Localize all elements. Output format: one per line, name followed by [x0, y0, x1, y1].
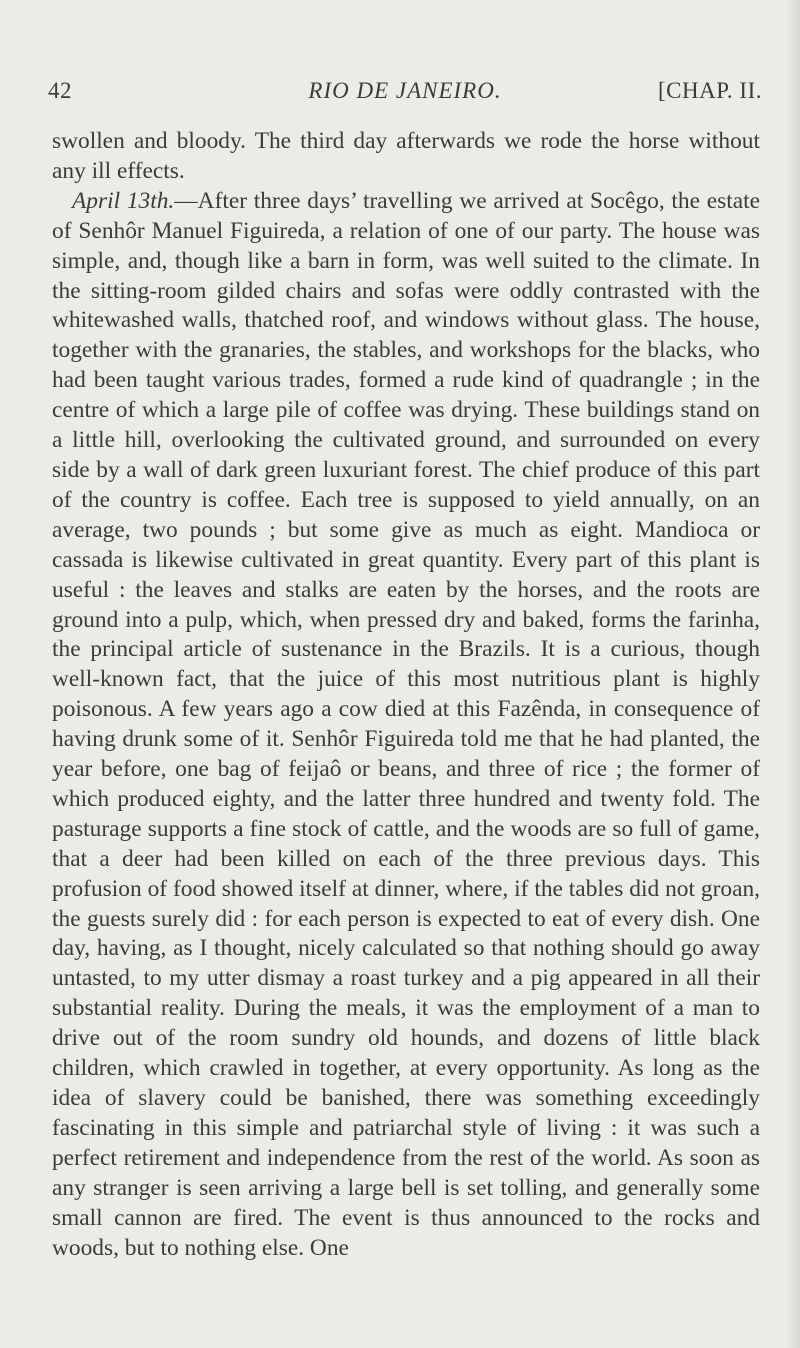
- body-text: [52, 127, 760, 1263]
- chapter-reference: [CHAP. II.: [657, 78, 762, 103]
- paragraph: [52, 187, 760, 1264]
- entry-date: April 13th.: [72, 187, 175, 214]
- running-head: [48, 78, 762, 110]
- paragraph: swollen and bloody. The third day afterwards we rode the horse without any ill effects.: [52, 128, 760, 184]
- page-edge-shadow: [786, 0, 800, 1348]
- paragraph-text: —After three days’ travelling we arrived at Socêgo, the estate of Senhôr Manuel Figuireda, a relation of one of our party. The house was simple, and, though like a barn in form, was well suited to the climate. In the sitting-room gilded chairs and sofas were oddly contrasted with the whitewashed walls, thatched roof, and windows without glass. The house, together with the granaries, the stables, and workshops for the blacks, who had been taught various trades, formed a rude kind of quadrangle ; in the centre of which a large pile of coffee was drying. These buildings stand on a little hill, overlooking the cultivated ground, and surrounded on every side by a wall of dark green luxuriant forest. The chief produce of this part of the country is coffee. Each tree is supposed to yield annually, on an average, two pounds ; but some give as much as eight. Mandioca or cassada is likewise cultivated in great quantity. Every part of this plant is useful : the leaves and stalks are eaten by the horses, and the roots are ground into a pulp, which, when pressed dry and baked, forms the farinha, the principal article of sustenance in the Brazils. It is a curious, though well-known fact, that the juice of this most nutritious plant is highly poisonous. A few years ago a cow died at this Fazênda, in consequence of having drunk some of it. Senhôr Figuireda told me that he had planted, the year before, one bag of feijaô or beans, and three of rice ; the former of which produced eighty, and the latter three hundred and twenty fold. The pasturage supports a fine stock of cattle, and the woods are so full of game, that a deer had been killed on each of the three previous days. This profusion of food showed itself at dinner, where, if the tables did not groan, the guests surely did : for each person is expected to eat of every dish. One day, having, as I thought, nicely calculated so that nothing should go away untasted, to my utter dismay a roast turkey and a pig appeared in all their substantial reality. During the meals, it was the employment of a man to drive out of the room sundry old hounds, and dozens of little black children, which crawled in together, at every opportunity. As long as the idea of slavery could be banished, there was something exceedingly fascinating in this simple and patriarchal style of living : it was such a perfect retirement and independence from the rest of the world. As soon as any stranger is seen arriving a large bell is set tolling, and generally some small cannon are fired. The event is thus announced to the rocks and woods, but to nothing else. One: [52, 187, 761, 1261]
- running-title: RIO DE JANEIRO.: [308, 78, 502, 103]
- page-number: 42: [48, 78, 72, 103]
